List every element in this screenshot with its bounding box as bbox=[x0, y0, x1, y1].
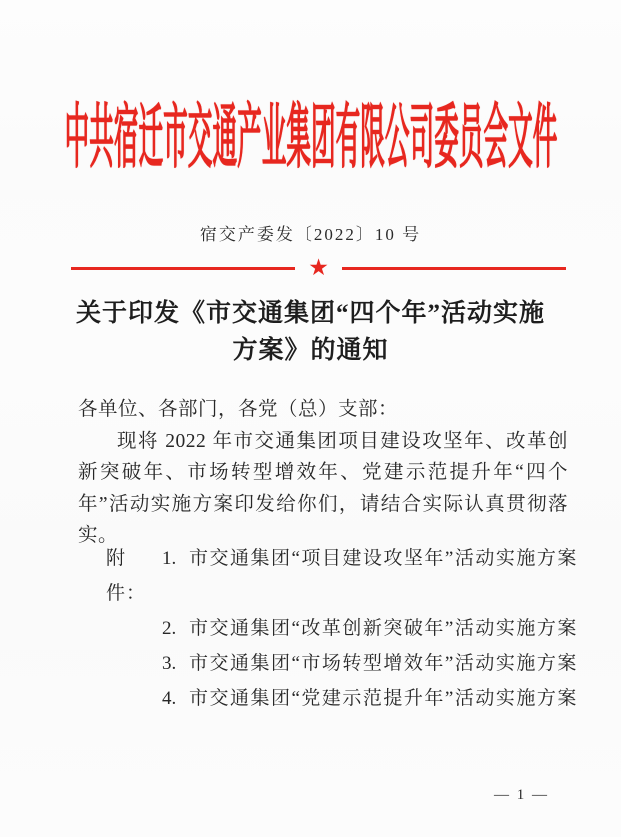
attachment-number: 1. bbox=[162, 548, 177, 569]
document-body bbox=[78, 394, 568, 552]
attachment-row bbox=[106, 681, 578, 716]
attachment-title: 市交通集团“市场转型增效年”活动实施方案 bbox=[189, 653, 578, 674]
attachment-row bbox=[106, 541, 578, 611]
attachment-title: 市交通集团“党建示范提升年”活动实施方案 bbox=[189, 688, 578, 709]
red-header-banner bbox=[0, 94, 621, 182]
attachments-label: 附件： bbox=[106, 548, 147, 604]
document-title-line-2: 方案》的通知 bbox=[232, 337, 389, 364]
document-number: 宿交产委发〔2022〕10 号 bbox=[199, 225, 422, 244]
attachment-title: 市交通集团“项目建设攻坚年”活动实施方案 bbox=[189, 548, 578, 569]
document-title-line-1: 关于印发《市交通集团“四个年”活动实施 bbox=[75, 300, 545, 327]
attachment-number: 3. bbox=[162, 653, 177, 674]
page-number: — 1 — bbox=[494, 787, 549, 803]
divider-left-segment bbox=[71, 267, 295, 270]
star-icon: ★ bbox=[308, 254, 329, 280]
attachment-number: 2. bbox=[162, 618, 177, 639]
document-title bbox=[40, 295, 581, 369]
body-paragraph: 现将 2022 年市交通集团项目建设攻坚年、改革创新突破年、市场转型增效年、党建示范提升年“四个年”活动实施方案印发给你们，请结合实际认真贯彻落实。 bbox=[78, 430, 568, 546]
attachments-list bbox=[106, 541, 578, 716]
issuing-authority-title: 中共宿迁市交通产业集团有限公司委员会文件 bbox=[64, 98, 557, 177]
red-divider-rule bbox=[71, 256, 566, 280]
salutation-line: 各单位、各部门，各党（总）支部： bbox=[78, 399, 399, 420]
attachment-row bbox=[106, 646, 578, 681]
attachment-row bbox=[106, 611, 578, 646]
divider-right-segment bbox=[342, 267, 566, 270]
attachment-title: 市交通集团“改革创新突破年”活动实施方案 bbox=[189, 618, 578, 639]
attachment-number: 4. bbox=[162, 688, 177, 709]
